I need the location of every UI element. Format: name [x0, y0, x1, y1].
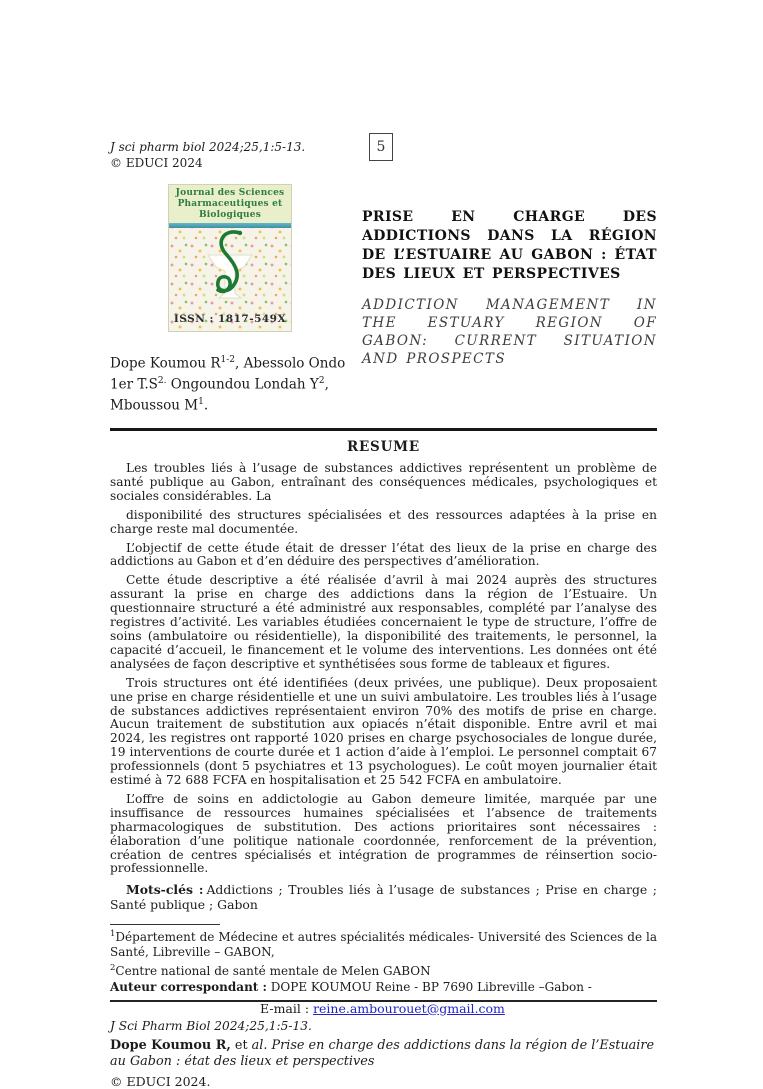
email-link[interactable]: reine.ambourouet@gmail.com	[313, 1000, 505, 1016]
pharmacy-snake-icon	[202, 229, 258, 315]
header-columns	[110, 176, 657, 415]
abstract-paragraph: L’offre de soins en addictologie au Gabon demeure limitée, marquée par une insuffisance de ressources humaines spécialisées et l’absence de traitements pharmacologiques de substitution. Des actions prioritaires sont nécessaires : élaboration d’une politique nationale coordonnée, renforcement de la prévention, création de centres spécialisés et intégration de programmes de réinsertion socio-professionnelle.	[110, 791, 657, 876]
corresponding-author-label: Auteur correspondant :	[110, 980, 267, 995]
email-label: E-mail :	[260, 1000, 310, 1016]
abstract-paragraph: L’objectif de cette étude était de dresser l’état des lieux de la prise en charge des addictions au Gabon et d’en déduire des perspectives d’amélioration.	[110, 540, 657, 569]
copyright-line: © EDUCI 2024	[110, 156, 203, 170]
abstract-heading: RESUME	[346, 439, 421, 455]
citation-journal: J Sci Pharm Biol 2024;25,1:5-13.	[110, 1018, 312, 1033]
corresponding-author-line	[110, 980, 657, 994]
authors-end: .	[203, 397, 209, 414]
journal-ref: J sci pharm biol 2024;25,1:5-13.	[110, 140, 306, 154]
corresponding-author-text: DOPE KOUMOU Reine - BP 7690 Libreville –Gabon -	[270, 980, 592, 995]
affiliation-2-marker: 2	[110, 962, 116, 973]
author-name: , Abessolo Ondo 1er T.S	[110, 355, 346, 393]
abstract-paragraph: disponibilité des structures spécialisées et des ressources adaptées à la prise en charge reste mal documentée.	[110, 507, 657, 536]
author-affil-sup: 1-2	[220, 355, 235, 365]
page-number-box	[369, 133, 393, 161]
citation-authors: Dope Koumou R,	[110, 1037, 231, 1053]
right-column	[362, 176, 657, 415]
citation-title: al. Prise en charge des addictions dans la région de l’Estuaire au Gabon : état des lieux et perspectives	[110, 1037, 655, 1070]
page-content	[110, 140, 657, 1089]
author-affil-sup: 1	[198, 397, 204, 407]
affiliation-1-marker: 1	[110, 929, 116, 940]
author-name: , Mboussou M	[110, 376, 329, 414]
logo-issn: ISSN : 1817-549X	[173, 313, 287, 325]
author-name: Dope Koumou R	[110, 355, 221, 372]
author-name: Ongoundou Londah Y	[166, 376, 319, 393]
logo-title-line1: Journal des Sciences	[175, 188, 285, 198]
footnote-separator-rule	[110, 924, 220, 925]
affiliation-2	[110, 961, 657, 978]
abstract-paragraph: Les troubles liés à l’usage de substances addictives représentent un problème de santé publique au Gabon, entraînant des conséquences médicales, psychologiques et sociales considérables. La	[110, 461, 657, 503]
affiliation-1	[110, 927, 657, 959]
citation-copyright: © EDUCI 2024.	[110, 1073, 211, 1089]
journal-logo	[168, 184, 292, 332]
email-line	[110, 1001, 657, 1016]
page-number: 5	[376, 139, 386, 155]
affiliation-2-text: Centre national de santé mentale de Melen GABON	[115, 963, 431, 978]
author-affil-sup: 2	[318, 376, 325, 386]
title-french: PRISE EN CHARGE DES ADDICTIONS DANS LA RÉGION DE L’ESTUAIRE AU GABON : ÉTAT DES LIEUX ET PERSPECTIVES	[362, 209, 657, 282]
affiliation-1-text: Département de Médecine et autres spécialités médicales- Université des Sciences de la Santé, Libreville – GABON,	[110, 930, 657, 959]
section-divider-rule	[110, 428, 657, 431]
logo-title	[169, 185, 291, 223]
author-affil-sup: 2.	[157, 376, 167, 386]
abstract-paragraph: Trois structures ont été identifiées (deux privées, une publique). Deux proposaient une prise en charge résidentielle et une un suivi ambulatoire. Les troubles liés à l’usage de substances addictives représentaient environ 70% des motifs de prise en charge. Aucun traitement de substitution aux opiacés n’était disponible. Entre avril et mai 2024, les registres ont rapporté 1020 prises en charge psychosociales de longue durée, 19 interventions de courte durée et 1 action d’aide à l’emploi. Le personnel comptait 67 professionnels (dont 5 psychiatres et 13 psychologues). Le coût moyen journalier était estimé à 72 688 FCFA en hospitalisation et 25 542 FCFA en ambulatoire.	[110, 675, 657, 788]
logo-title-line2: Pharmaceutiques et Biologiques	[177, 199, 283, 220]
title-english: ADDICTION MANAGEMENT IN THE ESTUARY REGION OF GABON: CURRENT SITUATION AND PROSPECTS	[362, 297, 657, 367]
citation-line	[110, 1038, 657, 1071]
citation-et: et	[234, 1037, 248, 1053]
logo-body	[169, 228, 291, 331]
left-column	[110, 176, 362, 415]
keywords-line	[110, 882, 657, 912]
keywords-label: Mots-clés :	[126, 882, 204, 898]
abstract-paragraph: Cette étude descriptive a été réalisée d’avril à mai 2024 auprès des structures assurant la prise en charge des addictions dans la région de l’Estuaire. Un questionnaire structuré a été administré aux responsables, complété par l’analyse des registres d’activité. Les variables étudiées concernaient le type de structure, l’offre de soins (ambulatoire ou résidentielle), la disponibilité des traitements, le personnel, la capacité d’accueil, le financement et le volume des interventions. Les données ont été analysées de façon descriptive et synthétisées sous forme de tableaux et figures.	[110, 573, 657, 671]
authors-block	[110, 352, 362, 415]
keywords-text: Addictions ; Troubles liés à l’usage de substances ; Prise en charge ; Santé publique ; Gabon	[110, 882, 657, 913]
